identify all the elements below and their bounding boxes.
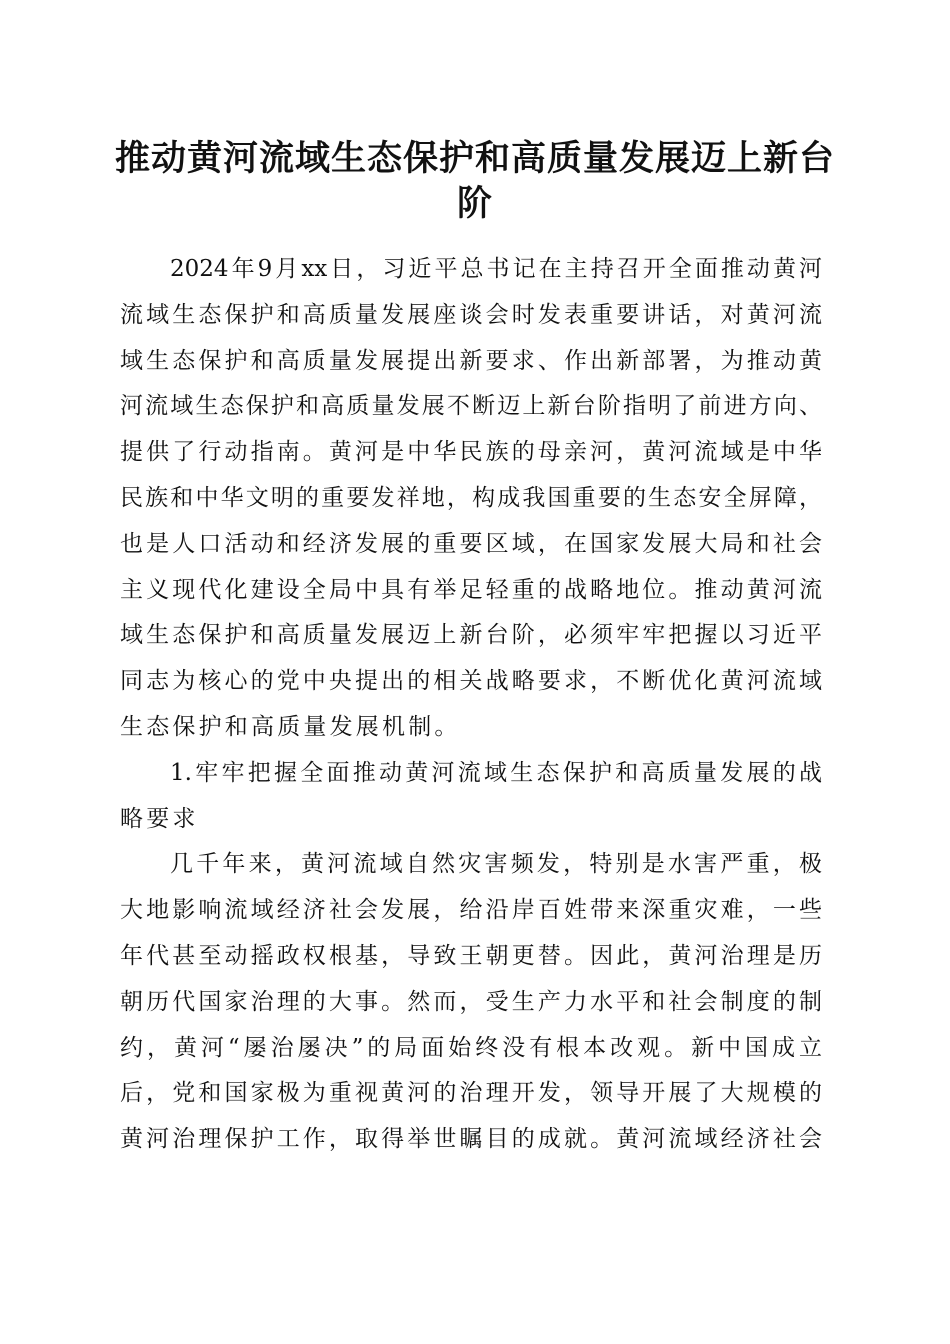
text-line: 生态保护和高质量发展机制。 <box>120 713 461 740</box>
document-title <box>100 136 850 226</box>
text-line: 提供了行动指南。黄河是中华民族的母亲河，黄河流域是中华 <box>120 439 822 466</box>
text-line: 流域生态保护和高质量发展座谈会时发表重要讲话，对黄河流 <box>120 301 822 328</box>
paragraph <box>120 247 822 751</box>
document-body <box>120 247 822 1163</box>
paragraph <box>120 842 822 1163</box>
title-line: 阶 <box>456 183 493 224</box>
text-line: 域生态保护和高质量发展提出新要求、作出新部署，为推动黄 <box>120 347 822 374</box>
text-line: 民族和中华文明的重要发祥地，构成我国重要的生态安全屏障， <box>120 484 822 511</box>
text-line: 黄河治理保护工作，取得举世瞩目的成就。黄河流域经济社会 <box>120 1126 822 1153</box>
text-line: 域生态保护和高质量发展迈上新台阶，必须牢牢把握以习近平 <box>120 622 822 649</box>
text-line: 2024年9月xx日，习近平总书记在主持召开全面推动黄河 <box>170 256 822 282</box>
text-line: 约，黄河“屡治屡决”的局面始终没有根本改观。新中国成立 <box>120 1034 822 1061</box>
text-line: 略要求 <box>120 805 199 832</box>
text-line: 大地影响流域经济社会发展，给沿岸百姓带来深重灾难，一些 <box>120 897 822 924</box>
text-line: 几千年来，黄河流域自然灾害频发，特别是水害严重，极 <box>170 851 822 878</box>
section-heading <box>120 751 822 843</box>
text-line: 年代甚至动摇政权根基，导致王朝更替。因此，黄河治理是历 <box>120 942 822 969</box>
text-line: 朝历代国家治理的大事。然而，受生产力水平和社会制度的制 <box>120 988 822 1015</box>
text-line: 也是人口活动和经济发展的重要区域，在国家发展大局和社会 <box>120 530 822 557</box>
text-line: 后，党和国家极为重视黄河的治理开发，领导开展了大规模的 <box>120 1080 822 1107</box>
text-line: 河流域生态保护和高质量发展不断迈上新台阶指明了前进方向、 <box>120 393 822 420</box>
title-line: 推动黄河流域生态保护和高质量发展迈上新台 <box>114 138 835 179</box>
text-line: 主义现代化建设全局中具有举足轻重的战略地位。推动黄河流 <box>120 576 822 603</box>
text-line: 1.牢牢把握全面推动黄河流域生态保护和高质量发展的战 <box>170 759 822 786</box>
text-line: 同志为核心的党中央提出的相关战略要求，不断优化黄河流域 <box>120 668 822 695</box>
